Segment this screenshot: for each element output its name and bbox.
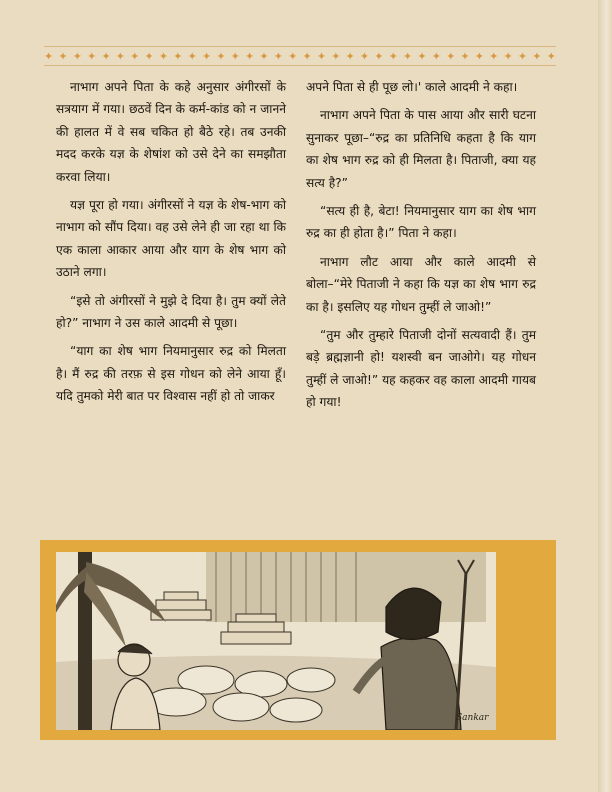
- text-column-right: [306, 76, 536, 414]
- paragraph: नाभाग लौट आया और काले आदमी से बोला–“मेरे पिताजी ने कहा कि यज्ञ का शेष भाग रुद्र का है। इसलिए यह गोधन तुम्हीं ले जाओ!”: [306, 254, 536, 314]
- paragraph: “याग का शेष भाग नियमानुसार रुद्र को मिलता है। मैं रुद्र की तरफ़ से इस गोधन को लेने आया हूँ। यदि तुमको मेरी बात पर विश्वास नहीं हो तो जाकर: [56, 344, 286, 404]
- paragraph: “तुम और तुम्हारे पिताजी दोनों सत्यवादी हैं। तुम बड़े ब्रह्मज्ञानी हो! यशस्वी बन जाओगे। यह गोधन तुम्हीं ले जाओ!” यह कहकर वह काला आदमी गायब हो गया!: [306, 328, 536, 410]
- page-spine: [598, 0, 612, 792]
- text-column-left: [56, 76, 286, 408]
- paragraph: “इसे तो अंगीरसों ने मुझे दे दिया है। तुम क्यों लेते हो?” नाभाग ने उस काले आदमी से पूछा।: [56, 293, 286, 331]
- decorative-border: ✦ ✦ ✦ ✦ ✦ ✦ ✦ ✦ ✦ ✦ ✦ ✦ ✦ ✦ ✦ ✦ ✦ ✦ ✦ ✦ ✦ ✦ ✦ ✦ ✦ ✦ ✦ ✦ ✦ ✦ ✦ ✦ ✦ ✦ ✦ ✦: [44, 46, 556, 66]
- artist-signature: Sankar: [456, 713, 489, 723]
- paragraph: “सत्य ही है, बेटा! नियमानुसार याग का शेष भाग रुद्र का ही होता है।” पिता ने कहा।: [306, 204, 536, 241]
- paragraph: अपने पिता से ही पूछ लो।' काले आदमी ने कहा।: [306, 80, 518, 94]
- paragraph: नाभाग अपने पिता के पास आया और सारी घटना सुनाकर पूछा–“रुद्र का प्रतिनिधि कहता है कि याग का शेष भाग रुद्र को ही मिलता है। पिताजी, क्या यह सत्य है?”: [306, 108, 536, 190]
- paragraph: यज्ञ पूरा हो गया। अंगीरसों ने यज्ञ के शेष-भाग को नाभाग को सौंप दिया। वह उसे लेने ही जा रहा था कि एक काला आकार आया और याग के शेष भाग को उठाने लगा।: [56, 198, 286, 280]
- illustration: [56, 552, 496, 730]
- paragraph: नाभाग अपने पिता के कहे अनुसार अंगीरसों के सत्रयाग में गया। छठवें दिन के कर्म-कांड को न जानने की हालत में वे सब चकित हो बैठे रहे। तब उनकी मदद करके यज्ञ के शेषांश को उसे देने का समझौता करवा लिया।: [56, 80, 286, 184]
